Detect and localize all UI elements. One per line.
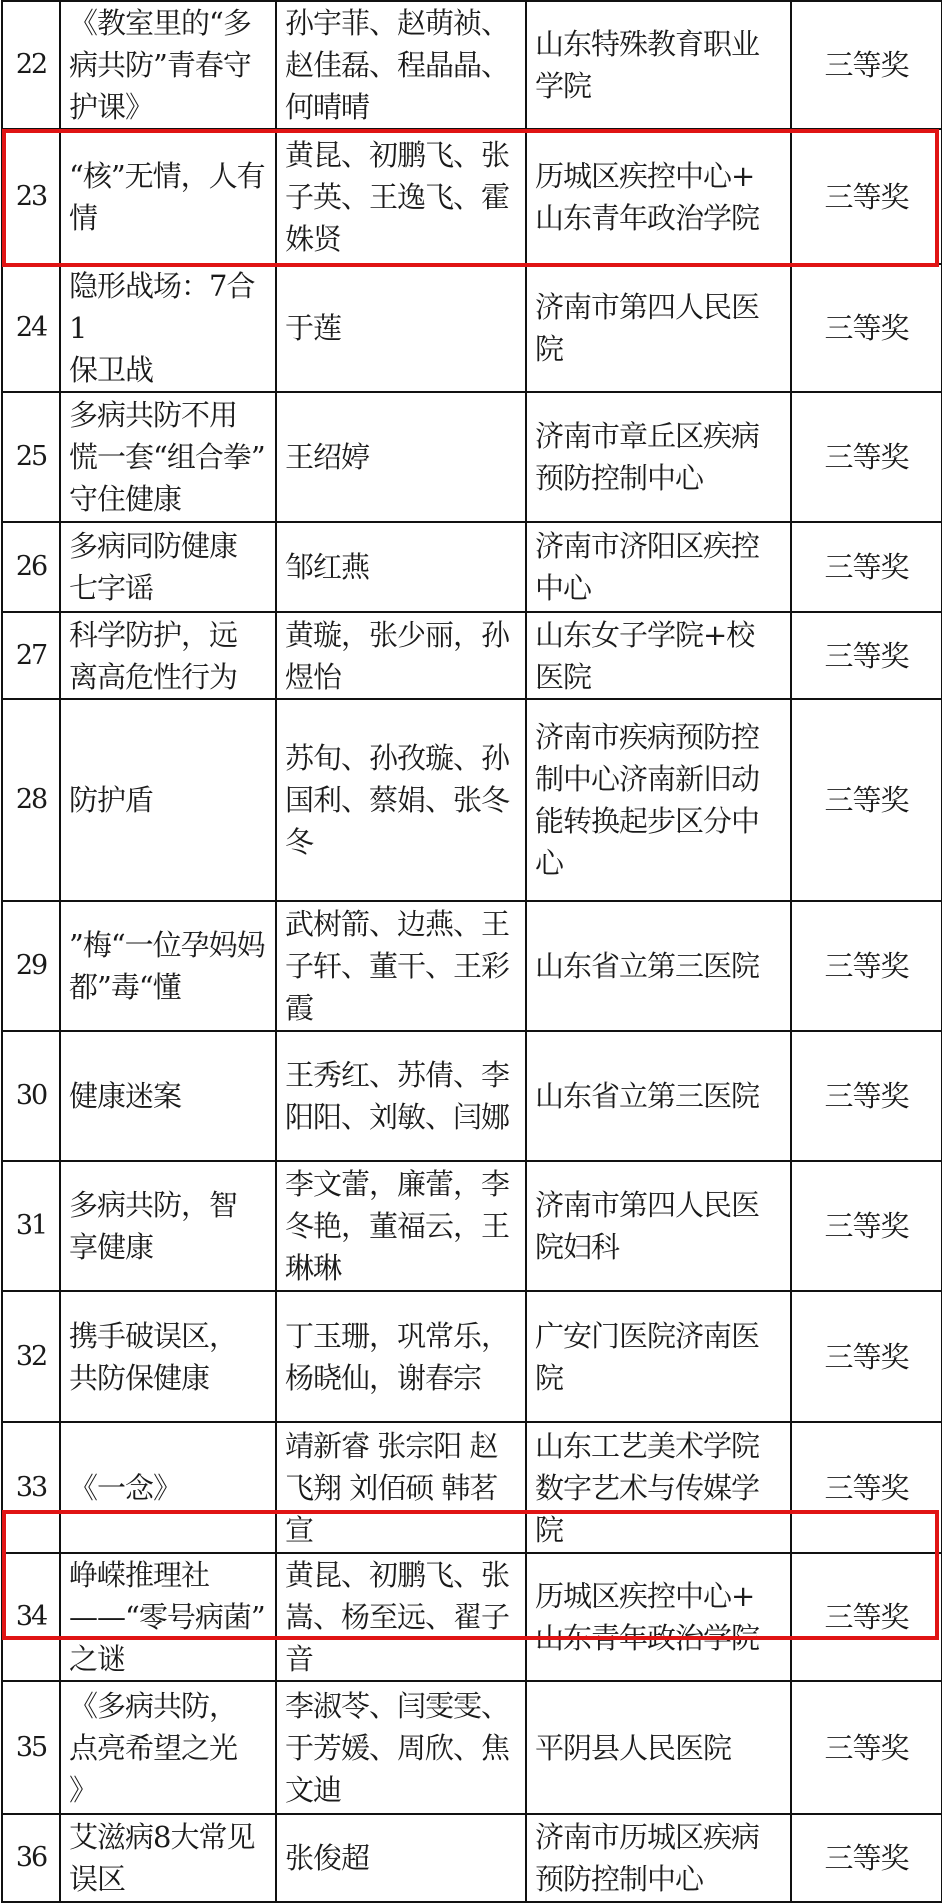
table-row [2, 522, 942, 612]
organization-cell: 济南市第四人民医 院 [526, 264, 791, 392]
table-row [2, 699, 942, 901]
work-title-cell: 多病同防健康 七字谣 [60, 522, 276, 612]
row-number-cell: 36 [2, 1814, 60, 1902]
table-row [2, 1, 942, 129]
organization-cell: 济南市疾病预防控 制中心济南新旧动 能转换起步区分中 心 [526, 699, 791, 901]
authors-cell: 王秀红、苏倩、李 阳阳、刘敏、闫娜 [276, 1031, 526, 1161]
award-level-cell: 三等奖 [791, 1814, 942, 1902]
table-row [2, 1031, 942, 1161]
organization-cell: 济南市第四人民医 院妇科 [526, 1161, 791, 1291]
award-level-cell: 三等奖 [791, 129, 942, 264]
table-row [2, 1422, 942, 1553]
row-number-cell: 26 [2, 522, 60, 612]
row-number-cell: 25 [2, 392, 60, 522]
row-number-cell: 31 [2, 1161, 60, 1291]
row-number-cell: 22 [2, 1, 60, 129]
organization-cell: 山东特殊教育职业 学院 [526, 1, 791, 129]
table-row [2, 1681, 942, 1814]
work-title-cell: 多病共防，智 享健康 [60, 1161, 276, 1291]
table-row [2, 612, 942, 699]
work-title-cell: “核”无情，人有 情 [60, 129, 276, 264]
work-title-cell: 《多病共防， 点亮希望之光 》 [60, 1681, 276, 1814]
work-title-cell: 携手破误区， 共防保健康 [60, 1291, 276, 1422]
table-row [2, 1161, 942, 1291]
table-row [2, 264, 942, 392]
table-row [2, 901, 942, 1031]
award-level-cell: 三等奖 [791, 1291, 942, 1422]
organization-cell: 历城区疾控中心+ 山东青年政治学院 [526, 129, 791, 264]
table-row [2, 392, 942, 522]
row-number-cell: 34 [2, 1553, 60, 1681]
row-number-cell: 35 [2, 1681, 60, 1814]
work-title-cell: 《一念》 [60, 1422, 276, 1553]
award-level-cell: 三等奖 [791, 522, 942, 612]
award-level-cell: 三等奖 [791, 1, 942, 129]
award-level-cell: 三等奖 [791, 1031, 942, 1161]
authors-cell: 黄璇，张少丽，孙 煜怡 [276, 612, 526, 699]
organization-cell: 山东省立第三医院 [526, 901, 791, 1031]
authors-cell: 靖新睿 张宗阳 赵 飞翔 刘佰硕 韩茗 宣 [276, 1422, 526, 1553]
organization-cell: 山东工艺美术学院 数字艺术与传媒学 院 [526, 1422, 791, 1553]
row-number-cell: 24 [2, 264, 60, 392]
organization-cell: 山东女子学院+校 医院 [526, 612, 791, 699]
work-title-cell: 峥嵘推理社 ——“零号病菌” 之谜 [60, 1553, 276, 1681]
row-number-cell: 32 [2, 1291, 60, 1422]
authors-cell: 王绍婷 [276, 392, 526, 522]
work-title-cell: ”梅“一位孕妈妈 都”毒“懂 [60, 901, 276, 1031]
award-level-cell: 三等奖 [791, 901, 942, 1031]
award-level-cell: 三等奖 [791, 392, 942, 522]
work-title-cell: 艾滋病8大常见 误区 [60, 1814, 276, 1902]
table-row [2, 1553, 942, 1681]
organization-cell: 济南市历城区疾病 预防控制中心 [526, 1814, 791, 1902]
authors-cell: 邹红燕 [276, 522, 526, 612]
row-number-cell: 23 [2, 129, 60, 264]
authors-cell: 黄昆、初鹏飞、张 嵩、杨至远、翟子 音 [276, 1553, 526, 1681]
organization-cell: 平阴县人民医院 [526, 1681, 791, 1814]
work-title-cell: 隐形战场：7合1 保卫战 [60, 264, 276, 392]
organization-cell: 济南市济阳区疾控 中心 [526, 522, 791, 612]
award-level-cell: 三等奖 [791, 1161, 942, 1291]
award-level-cell: 三等奖 [791, 264, 942, 392]
award-level-cell: 三等奖 [791, 1681, 942, 1814]
authors-cell: 张俊超 [276, 1814, 526, 1902]
organization-cell: 历城区疾控中心+ 山东青年政治学院 [526, 1553, 791, 1681]
authors-cell: 武树箭、边燕、王 子轩、董干、王彩 霞 [276, 901, 526, 1031]
table-row [2, 1814, 942, 1902]
organization-cell: 济南市章丘区疾病 预防控制中心 [526, 392, 791, 522]
row-number-cell: 33 [2, 1422, 60, 1553]
table-row [2, 129, 942, 264]
row-number-cell: 29 [2, 901, 60, 1031]
work-title-cell: 多病共防不用 慌一套“组合拳” 守住健康 [60, 392, 276, 522]
row-number-cell: 28 [2, 699, 60, 901]
table-row [2, 1291, 942, 1422]
work-title-cell: 《教室里的“多 病共防”青春守 护课》 [60, 1, 276, 129]
award-level-cell: 三等奖 [791, 699, 942, 901]
authors-cell: 于莲 [276, 264, 526, 392]
authors-cell: 孙宇菲、赵萌祯、 赵佳磊、程晶晶、 何晴晴 [276, 1, 526, 129]
work-title-cell: 科学防护，远 离高危性行为 [60, 612, 276, 699]
authors-cell: 苏旬、孙孜璇、孙 国利、蔡娟、张冬 冬 [276, 699, 526, 901]
organization-cell: 广安门医院济南医 院 [526, 1291, 791, 1422]
authors-cell: 李文蕾，廉蕾，李 冬艳，董福云，王 琳琳 [276, 1161, 526, 1291]
row-number-cell: 27 [2, 612, 60, 699]
row-number-cell: 30 [2, 1031, 60, 1161]
authors-cell: 黄昆、初鹏飞、张 子英、王逸飞、霍 姝贤 [276, 129, 526, 264]
award-level-cell: 三等奖 [791, 612, 942, 699]
work-title-cell: 健康迷案 [60, 1031, 276, 1161]
awards-table [1, 0, 942, 1903]
authors-cell: 李淑苓、闫雯雯、 于芳媛、周欣、焦 文迪 [276, 1681, 526, 1814]
authors-cell: 丁玉珊，巩常乐， 杨晓仙，谢春宗 [276, 1291, 526, 1422]
work-title-cell: 防护盾 [60, 699, 276, 901]
award-level-cell: 三等奖 [791, 1422, 942, 1553]
award-level-cell: 三等奖 [791, 1553, 942, 1681]
organization-cell: 山东省立第三医院 [526, 1031, 791, 1161]
